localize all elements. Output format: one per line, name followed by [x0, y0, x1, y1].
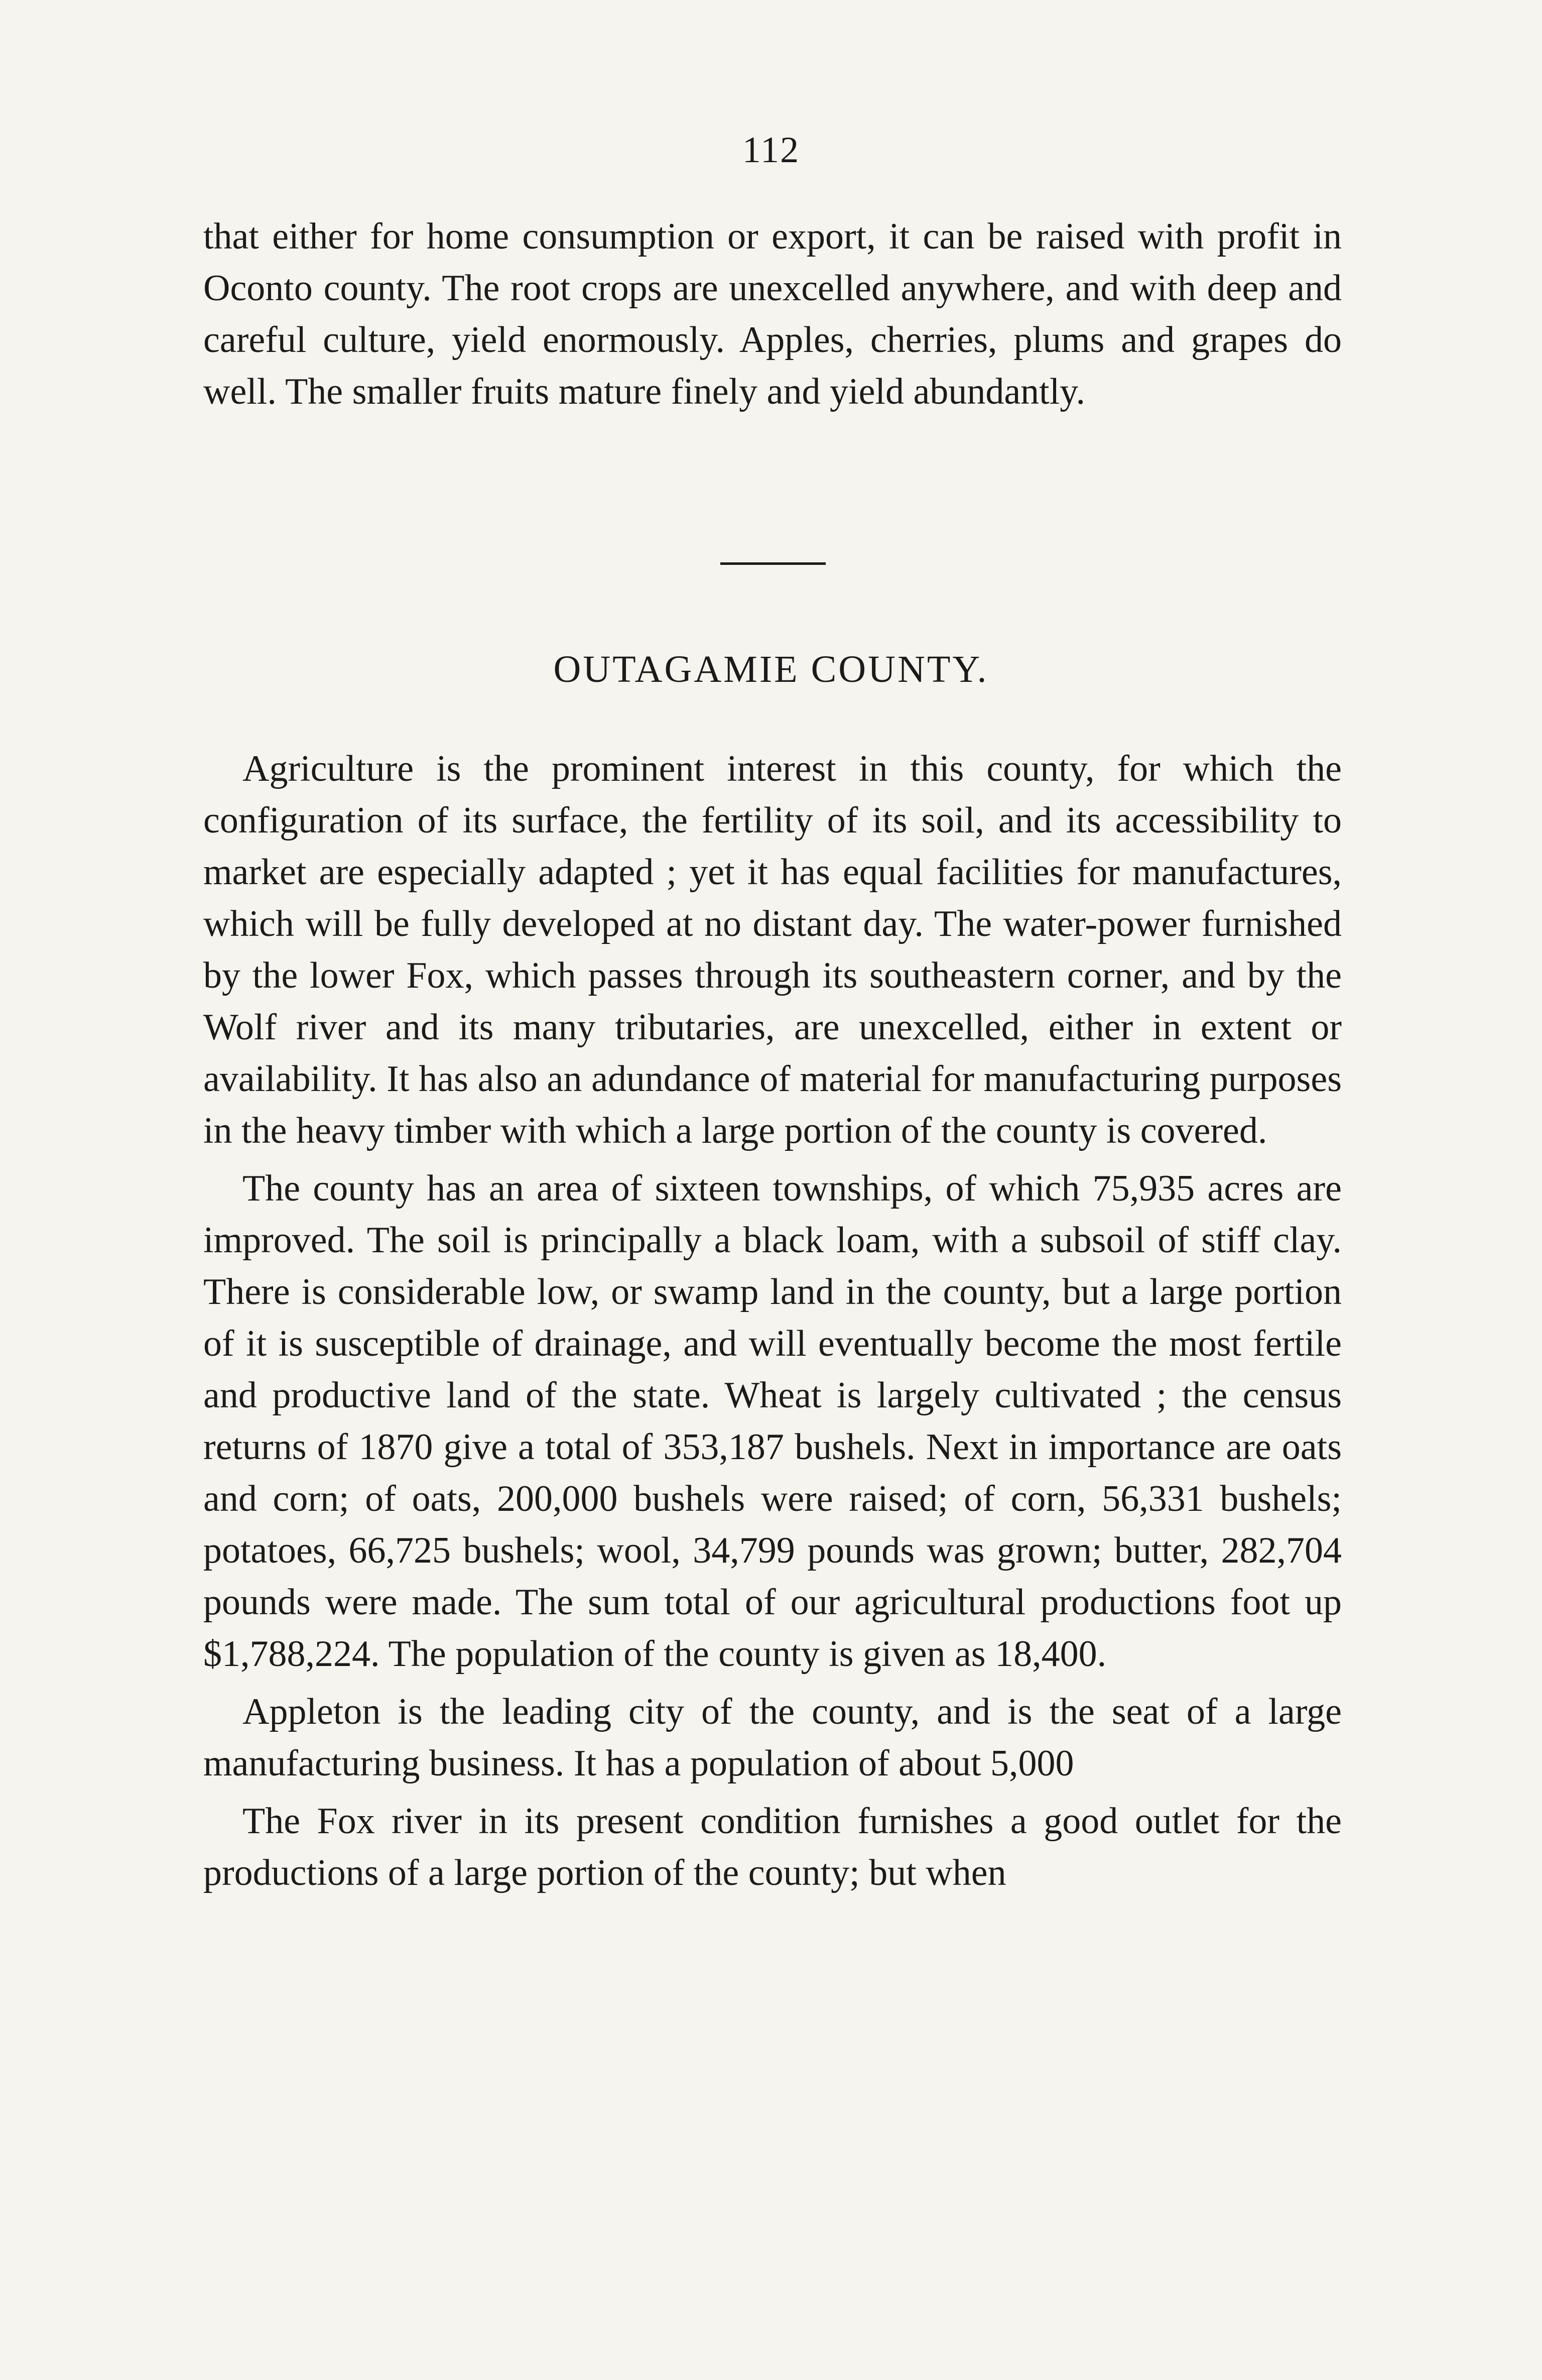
- section-divider: [720, 562, 826, 565]
- body-text-block: [203, 743, 1342, 1905]
- paragraph-county-statistics: The county has an area of sixteen townships, of which 75,935 acres are improved. The soil is principally a black loam, with a subsoil of stiff clay. There is considerable low, or swamp land in the county, but a large portion of it is susceptible of drainage, and will eventually become the most fertile and productive land of the state. Wheat is largely cultivated ; the census returns of 1870 give a total of 353,187 bushels. Next in importance are oats and corn; of oats, 200,000 bushels were raised; of corn, 56,331 bushels; potatoes, 66,725 bushels; wool, 34,799 pounds was grown; butter, 282,704 pounds were made. The sum total of our agricultural productions foot up $1,788,224. The population of the county is given as 18,400.: [203, 1168, 1342, 1675]
- intro-text-block: [203, 211, 1342, 418]
- page-number: 112: [742, 130, 800, 171]
- section-heading: OUTAGAMIE COUNTY.: [553, 648, 989, 690]
- paragraph-agriculture: Agriculture is the prominent interest in this county, for which the configuration of its surface, the fertility of its soil, and its accessibility to market are especially adapted ; yet it has equal facilities for manufactures, which will be fully developed at no distant day. The water-power furnished by the lower Fox, which passes through its southeastern corner, and by the Wolf river and its many tributaries, are unexcelled, either in extent or availability. It has also an adundance of material for manufacturing purposes in the heavy timber with which a large portion of the county is covered.: [203, 748, 1342, 1151]
- paragraph-fox-river: The Fox river in its present condition furnishes a good outlet for the productions of a large portion of the county; but when: [203, 1801, 1342, 1893]
- paragraph-appleton: Appleton is the leading city of the county, and is the seat of a large manufacturing business. It has a population of about 5,000: [203, 1691, 1342, 1784]
- intro-paragraph: that either for home consumption or export, it can be raised with profit in Oconto county. The root crops are unexcelled anywhere, and with deep and careful culture, yield enormously. Apples, cherries, plums and grapes do well. The smaller fruits mature finely and yield abundantly.: [203, 216, 1342, 412]
